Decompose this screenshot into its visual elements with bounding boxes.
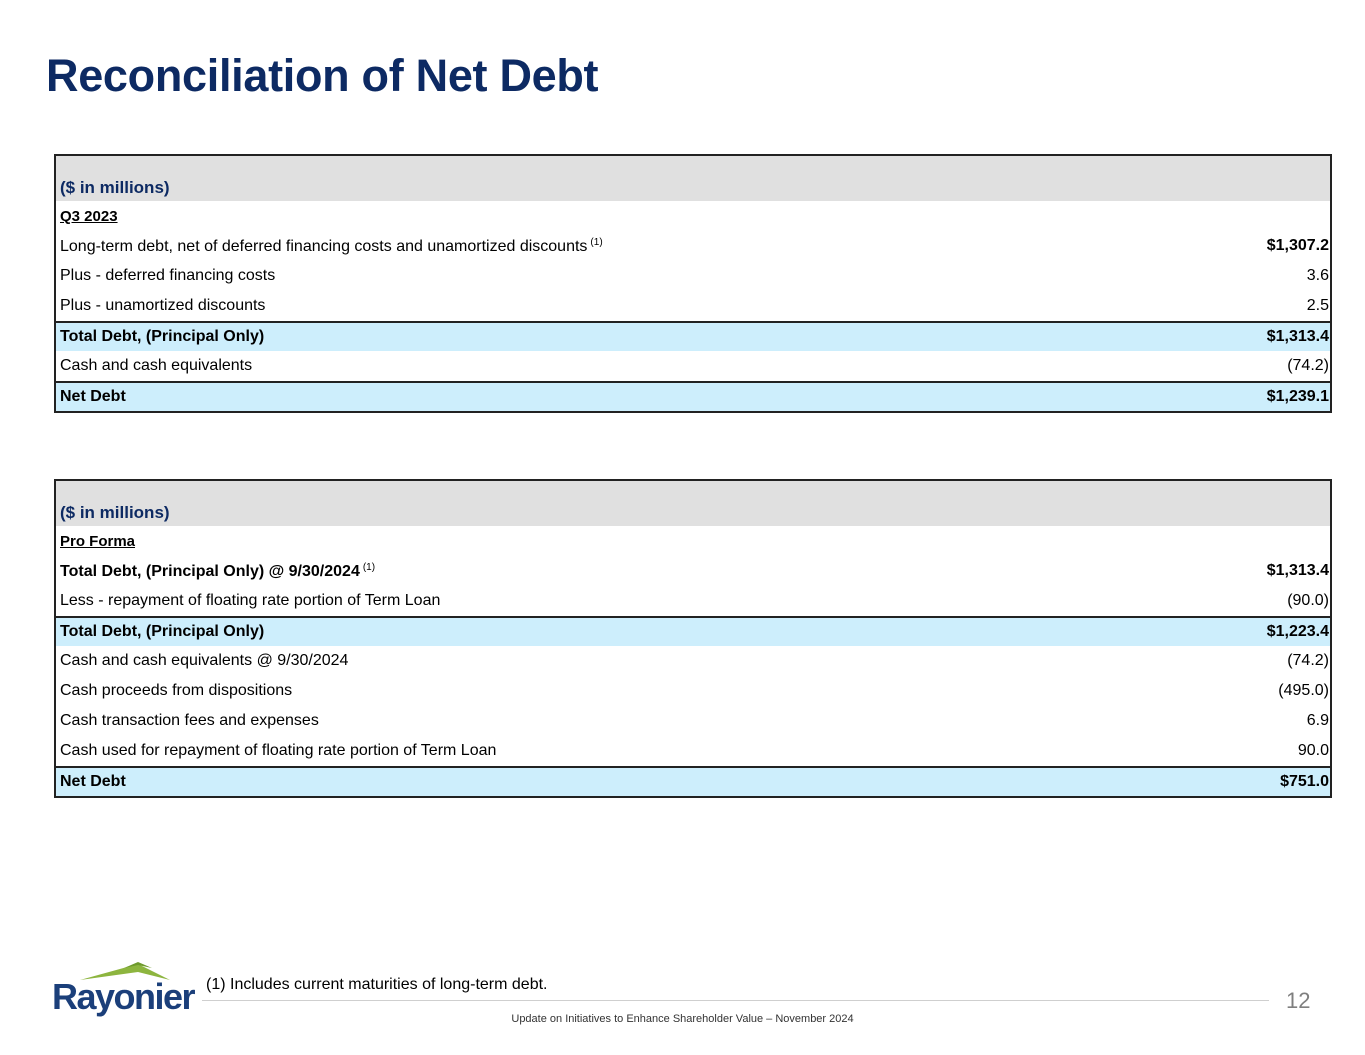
row-value: 3.6 [1306, 267, 1329, 284]
row-value: $1,313.4 [1266, 562, 1329, 579]
row-value: $1,239.1 [1266, 388, 1329, 405]
table-row [56, 736, 1330, 766]
table-row [56, 676, 1330, 706]
row-label: Net Debt [60, 773, 126, 790]
row-label: Cash proceeds from dispositions [60, 682, 293, 699]
total-debt-row [56, 321, 1330, 351]
units-label: ($ in millions) [60, 178, 170, 197]
footnote: (1) Includes current maturities of long-term debt. [206, 976, 548, 993]
row-label: Cash used for repayment of floating rate portion of Term Loan [60, 742, 497, 759]
table-row [56, 351, 1330, 381]
page-title: Reconciliation of Net Debt [46, 50, 599, 101]
footnote-ref: (1) [590, 236, 603, 248]
table-row [56, 261, 1330, 291]
row-value: (495.0) [1278, 682, 1329, 699]
net-debt-row [56, 381, 1330, 411]
row-label: Plus - unamortized discounts [60, 297, 266, 314]
row-label: Total Debt, (Principal Only) [60, 328, 265, 345]
table-row [56, 291, 1330, 321]
row-value: $1,223.4 [1266, 623, 1329, 640]
table-row [56, 231, 1330, 261]
total-debt-row [56, 616, 1330, 646]
row-label: Less - repayment of floating rate portion of Term Loan [60, 592, 441, 609]
footer-divider [202, 1000, 1269, 1001]
row-value: $1,307.2 [1266, 237, 1329, 254]
q3-2023-net-debt-table [54, 154, 1332, 413]
section-label-row [56, 526, 1330, 556]
table-header [56, 156, 1330, 201]
rayonier-logo [52, 962, 195, 1018]
row-value: 2.5 [1306, 297, 1329, 314]
pro-forma-net-debt-table [54, 479, 1332, 798]
footnote-ref: (1) [362, 561, 376, 573]
row-value: (74.2) [1287, 357, 1329, 374]
row-label: Total Debt, (Principal Only) [60, 623, 265, 640]
row-value: 6.9 [1306, 712, 1329, 729]
logo-wordmark: Rayonier [52, 976, 195, 1017]
section-label: Q3 2023 [60, 207, 118, 225]
row-label: Plus - deferred financing costs [60, 267, 276, 284]
table-row [56, 586, 1330, 616]
row-value: 90.0 [1297, 742, 1329, 759]
section-label-row [56, 201, 1330, 231]
table-row [56, 556, 1330, 586]
units-label: ($ in millions) [60, 503, 170, 522]
row-value: (74.2) [1287, 652, 1329, 669]
row-label: Long-term debt, net of deferred financing costs and unamortized discounts $^{(1)}$ [60, 236, 603, 255]
table-row [56, 706, 1330, 736]
net-debt-row [56, 766, 1330, 796]
row-label: Cash and cash equivalents @ 9/30/2024 [60, 652, 349, 669]
table-header [56, 481, 1330, 526]
footer-caption: Update on Initiatives to Enhance Shareholder Value – November 2024 [511, 1013, 854, 1025]
section-label: Pro Forma [60, 532, 136, 550]
table-row [56, 646, 1330, 676]
row-label: Cash and cash equivalents [60, 357, 253, 374]
page-number: 12 [1286, 988, 1311, 1013]
row-value: $1,313.4 [1266, 328, 1329, 345]
row-value: $751.0 [1280, 773, 1329, 790]
row-label: Net Debt [60, 388, 126, 405]
row-value: (90.0) [1287, 592, 1329, 609]
row-label: Total Debt, (Principal Only) @ 9/30/2024 $^{(1)}$ [60, 561, 376, 580]
row-label: Cash transaction fees and expenses [60, 712, 319, 729]
